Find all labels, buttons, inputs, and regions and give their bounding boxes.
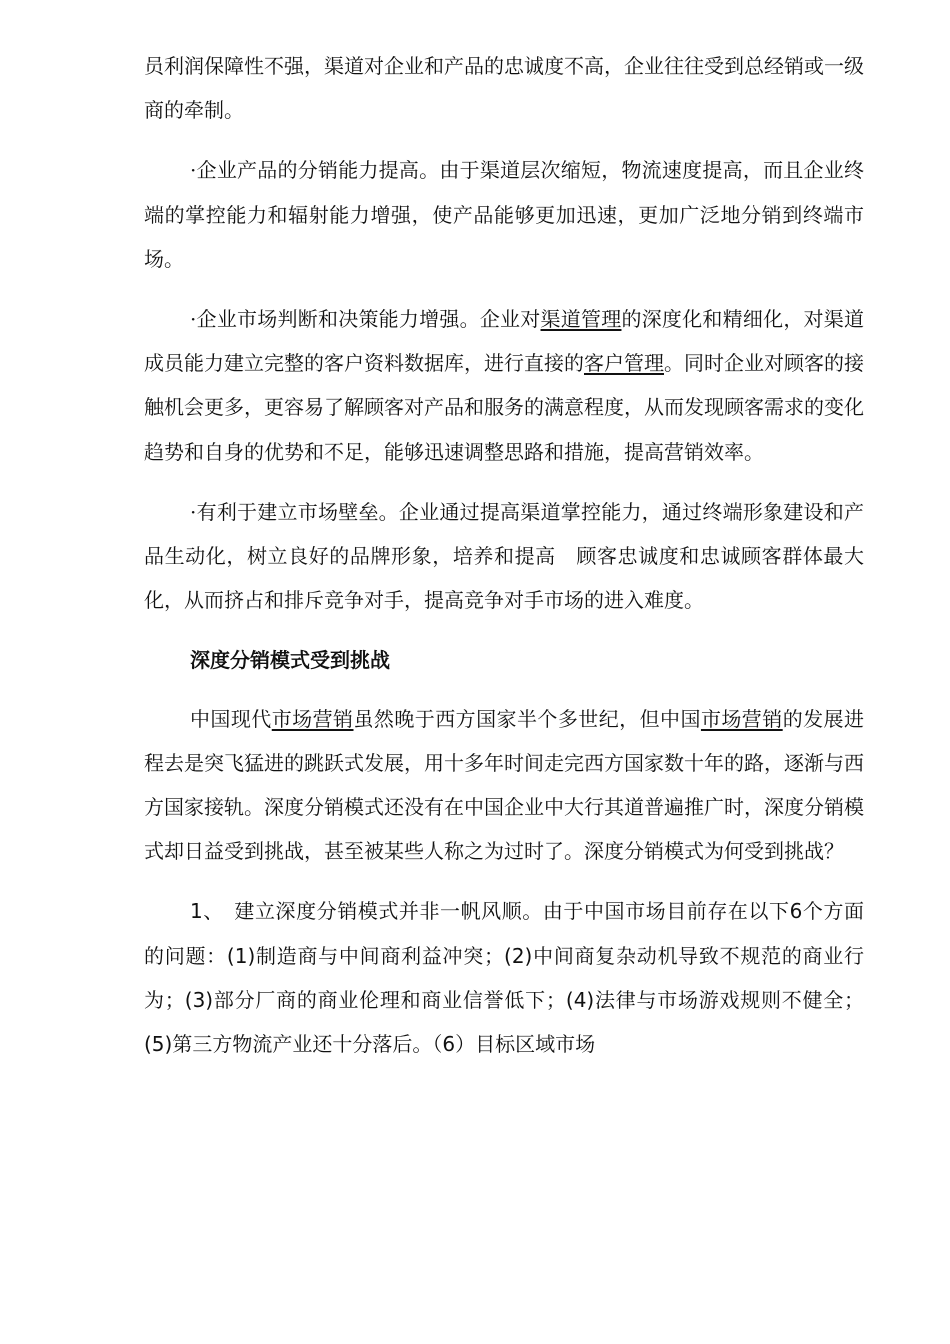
paragraph-text: 个方面的问题：	[144, 899, 865, 968]
paragraph-text: 员利润保障性不强，渠道对企业和产品的忠诚度不高，企业往往受到总经销或一级商的牵制。	[144, 54, 864, 123]
marketing-link-1[interactable]: 市场营销	[271, 706, 354, 731]
paragraph-text: ·企业产品的分销能力提高。由于渠道层次缩短，物流速度提高，而且企业终端的掌控能力和辐射能力增强，使产品能够更加迅速，更加广泛地分销到终端市场。	[144, 158, 864, 271]
paragraph-challenge-intro	[144, 697, 864, 874]
paragraph-distribution-capability	[144, 148, 864, 281]
marketing-link-2[interactable]: 市场营销	[700, 706, 783, 731]
paragraph-text: ·企业市场判断和决策能力增强。企业对	[190, 307, 541, 332]
paragraph-text: ）目标区域市场	[455, 1032, 596, 1057]
number-text: 6	[789, 899, 803, 924]
paragraph-market-barrier	[144, 490, 864, 623]
paragraph-text: 部分厂商的商业伦理和商业信誉低下；	[213, 987, 566, 1012]
paragraph-text: 的深度化和精细化，对渠道成员能力建立完整的客户资料数据库，进行直接的	[144, 307, 865, 376]
paragraph-text: 的发展进程去是突飞猛进的跳跃式发展，用十多年时间走完西方国家数十年的路，逐渐与西方国家接轨。深度分销模式还没有在中国企业中大行其道普遍推广时，深度分销模式却日益受到挑战，甚至被某些人称之为过时了。深度分销模式为何受到挑战？	[144, 706, 864, 864]
section-heading: 深度分销模式受到挑战	[190, 648, 390, 673]
paragraph-text: ·有利于建立市场壁垒。企业通过提高渠道掌控能力，通过终端形象建设和产品生动化，树立良好的品牌形象，培养和提高 顾客忠诚度和忠诚顾客群体最大化，从而挤占和排斥竞争对手，提高竞争对手市场的进入难度。	[144, 499, 864, 613]
paragraph-text: 。同时企业对顾客的接触机会更多，更容易了解顾客对产品和服务的满意程度，从而发现顾客需求的变化趋势和自身的优势和不足，能够迅速调整思路和措施，提高营销效率。	[144, 351, 864, 464]
item-index: (5)	[144, 1032, 173, 1057]
item-index: (3)	[184, 987, 214, 1012]
item-index: (1)	[226, 943, 256, 968]
paragraph-text: 第三方物流产业还十分落后。（	[172, 1032, 443, 1057]
item-index: (2)	[504, 943, 533, 968]
paragraph-continuation	[144, 44, 864, 132]
paragraph-numbered-item-1	[144, 889, 864, 1066]
paragraph-text: 制造商与中间商利益冲突；	[255, 943, 505, 968]
paragraph-text: 虽然晚于西方国家半个多世纪，但中国	[353, 706, 701, 731]
channel-management-link[interactable]: 渠道管理	[540, 307, 622, 332]
paragraph-text: 中国现代	[190, 706, 272, 731]
paragraph-text: 法律与市场游戏规则不健全；	[594, 987, 865, 1012]
list-number: 1、	[190, 899, 214, 924]
paragraph-text: 中间商复杂动机导致不规范的商业行为；	[144, 943, 865, 1012]
customer-management-link[interactable]: 客户管理	[584, 351, 664, 376]
paragraph-text: 建立深度分销模式并非一帆风顺。由于中国市场目前存在以下	[213, 899, 790, 924]
paragraph-market-judgment	[144, 297, 864, 474]
item-index: (4)	[565, 987, 595, 1012]
item-index: 6	[442, 1032, 456, 1057]
